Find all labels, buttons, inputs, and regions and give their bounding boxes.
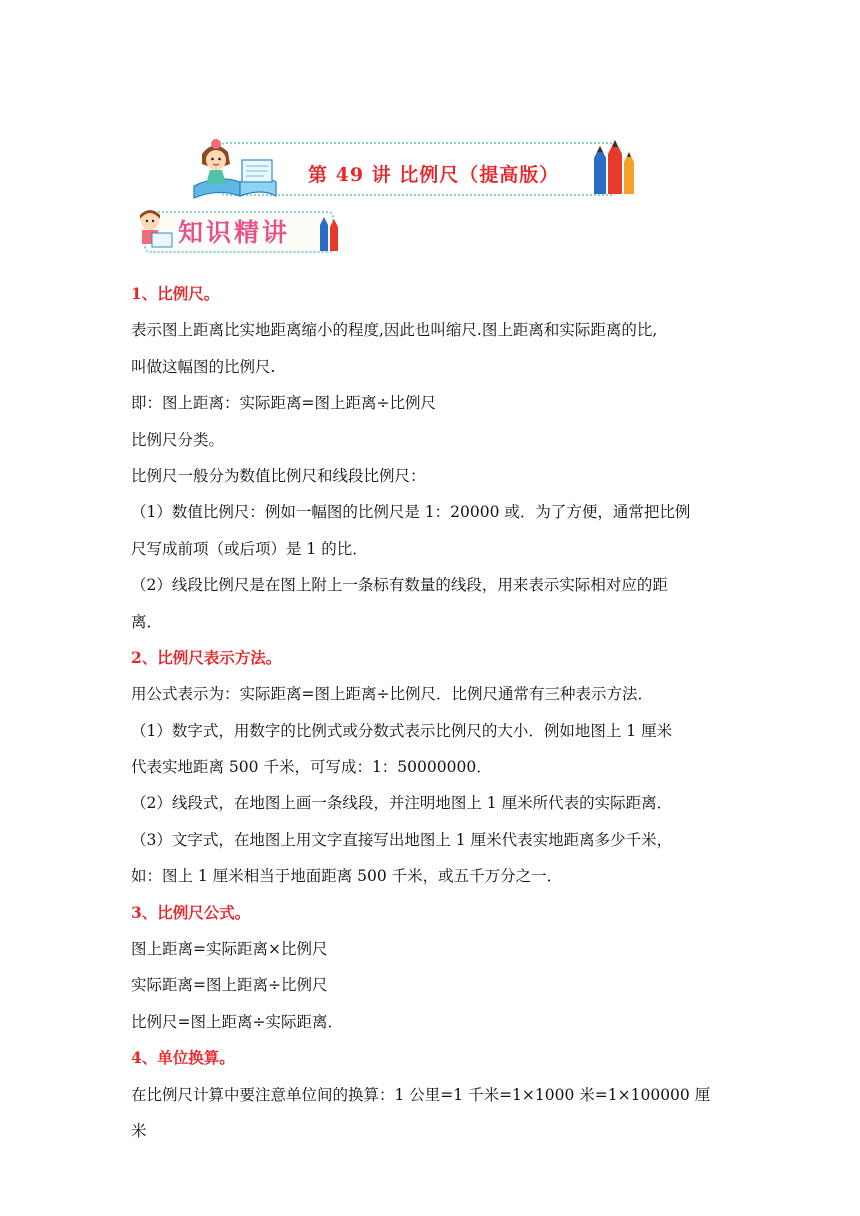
lecture-title: 第 49 讲 比例尺（提高版）	[308, 164, 560, 186]
paragraph-line: 米	[131, 1121, 147, 1140]
paragraph-line: 离．	[131, 612, 163, 631]
pencils-icon	[588, 136, 636, 200]
paragraph-line: 比例尺一般分为数值比例尺和线段比例尺：	[131, 466, 426, 485]
paragraph-line: 在比例尺计算中要注意单位间的换算：1 公里=1 千米=1×1000 米=1×100000 厘	[131, 1085, 711, 1104]
paragraph-line: 如：图上 1 厘米相当于地面距离 500 千米，或五千万分之一．	[131, 867, 563, 886]
pencils-icon	[318, 213, 340, 253]
paragraph-line: 尺写成前项（或后项）是 1 的比．	[131, 539, 368, 558]
paragraph-line: （2）线段比例尺是在图上附上一条标有数量的线段，用来表示实际相对应的距	[131, 576, 668, 595]
section-heading: 1、比例尺。	[131, 284, 220, 303]
paragraph-line: 比例尺=图上距离÷实际距离．	[131, 1012, 343, 1031]
paragraph-line: 代表实地距离 500 千米，可写成：1：50000000．	[131, 758, 492, 777]
paragraph-line: 即：图上距离：实际距离=图上距离÷比例尺	[131, 394, 436, 413]
section-badge	[130, 207, 340, 253]
paragraph-line: 比例尺分类。	[131, 430, 225, 449]
paragraph-line: 叫做这幅图的比例尺.	[131, 357, 276, 376]
section-heading: 3、比例尺公式。	[131, 902, 251, 922]
girl-reading-book-icon	[188, 136, 278, 200]
section-heading: 2、比例尺表示方法。	[131, 647, 282, 667]
paragraph-line: 用公式表示为：实际距离=图上距离÷比例尺．比例尺通常有三种表示方法．	[131, 685, 653, 704]
paragraph-line: （1）数值比例尺：例如一幅图的比例尺是 1：20000 或．为了方便，通常把比例	[131, 503, 691, 522]
section-heading: 4、单位换算。	[131, 1048, 235, 1068]
paragraph-line: 表示图上距离比实地距离缩小的程度,因此也叫缩尺.图上距离和实际距离的比,	[131, 321, 658, 340]
lesson-content	[131, 276, 731, 1149]
lecture-banner	[188, 136, 636, 200]
section-badge-label: 知识精讲	[178, 218, 291, 247]
kid-with-book-icon	[130, 207, 178, 253]
paragraph-line: （2）线段式，在地图上画一条线段，并注明地图上 1 厘米所代表的实际距离．	[131, 794, 673, 813]
paragraph-line: 图上距离=实际距离×比例尺	[131, 940, 328, 959]
paragraph-line: （1）数字式，用数字的比例式或分数式表示比例尺的大小．例如地图上 1 厘米	[131, 721, 673, 740]
paragraph-line: 实际距离=图上距离÷比例尺	[131, 976, 328, 995]
paragraph-line: （3）文字式，在地图上用文字直接写出地图上 1 厘米代表实地距离多少千米，	[131, 830, 673, 849]
